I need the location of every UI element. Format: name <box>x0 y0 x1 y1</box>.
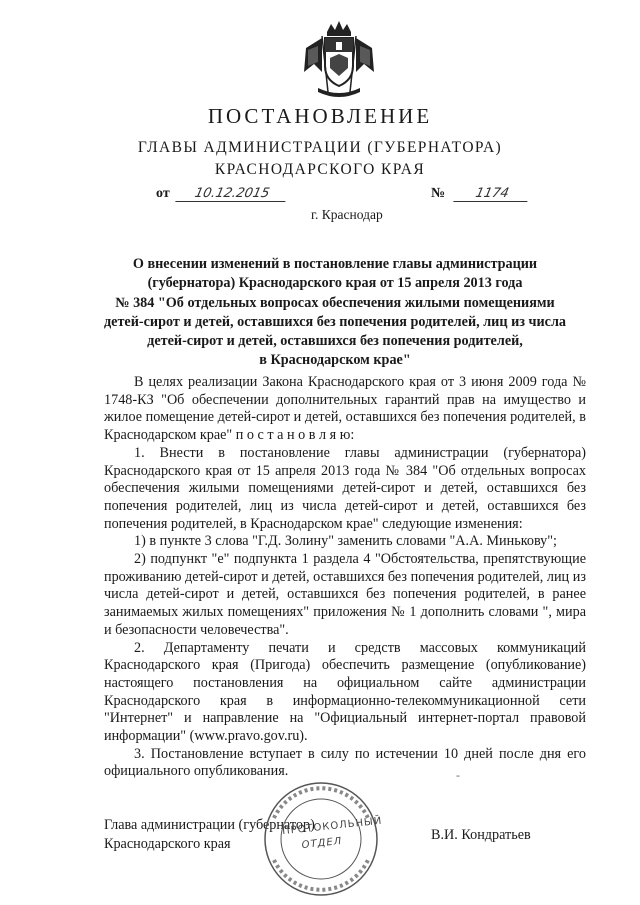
coat-of-arms-icon <box>300 18 378 104</box>
document-body <box>104 374 586 781</box>
item-1-1-paragraph: 1) в пункте 3 слова "Г.Д. Золину" заменить словами "А.А. Минькову"; <box>134 533 558 550</box>
title-line: в Краснодарском крае" <box>259 352 411 369</box>
preamble-paragraph: В целях реализации Закона Краснодарского края от 3 июня 2009 года № 1748-КЗ "Об обеспечении дополнительных гарантий прав на имущество и жилое помещение детей-сирот и детей, оставшихся без попечения родителей, в Краснодарском крае" п о с т а н о в л я ю: <box>104 374 586 444</box>
handwritten-number: 1174 <box>453 186 530 202</box>
document-type-heading: ПОСТАНОВЛЕНИЕ <box>207 104 433 128</box>
item-2-paragraph: 2. Департаменту печати и средств массовых коммуникаций Краснодарского края (Пригода) обеспечить размещение (опубликование) настоящего постановления на официальном сайте администрации Краснодарского края в информационно-телекоммуникационной сети "Интернет" и направление на "Официальный интернет-портал правовой информации" (www.pravo.gov.ru). <box>104 639 586 745</box>
signatory-name: В.И. Кондратьев <box>431 827 531 843</box>
number-label: № <box>431 186 446 201</box>
date-line <box>156 186 287 202</box>
position-line-2: Краснодарского края <box>104 836 231 852</box>
title-line: детей-сирот и детей, оставшихся без попечения родителей, <box>147 333 523 350</box>
number-line <box>431 186 529 202</box>
title-line: О внесении изменений в постановление главы администрации <box>132 256 538 272</box>
issuing-authority <box>0 137 640 181</box>
title-line: № 384 "Об отдельных вопросах обеспечения жилыми помещениями <box>115 294 555 311</box>
pencil-mark: - <box>456 768 460 782</box>
stamp-line-2: ОТДЕЛ <box>301 835 343 852</box>
protocol-department-stamp <box>260 778 382 900</box>
item-1-2-paragraph: 2) подпункт "е" подпункта 1 раздела 4 "Обстоятельства, препятствующие проживанию детей-сирот и детей, оставшихся без попечения родителей, лиц из числа детей-сирот и детей, оставшихся без попечения родителей, в ранее занимаемых жилых помещениях" приложения № 1 дополнить словами ", мира и безопасности человечества". <box>104 551 586 638</box>
item-3-paragraph: 3. Постановление вступает в силу по истечении 10 дней после дня его официального опубликования. <box>104 745 586 780</box>
authority-line-1: ГЛАВЫ АДМИНИСТРАЦИИ (ГУБЕРНАТОРА) <box>137 139 503 156</box>
authority-line-2: КРАСНОДАРСКОГО КРАЯ <box>214 161 426 178</box>
document-title <box>90 255 580 371</box>
date-label: от <box>156 186 170 201</box>
title-line: детей-сирот и детей, оставшихся без попечения родителей, лиц из числа <box>103 313 567 330</box>
item-1-paragraph: 1. Внести в постановление главы администрации (губернатора) Краснодарского края от 15 апреля 2013 года № 384 "Об отдельных вопросах обеспечения жилыми помещениями детей-сирот и детей, оставшихся без попечения родителей, лиц из числа детей-сирот и детей, оставшихся без попечения родителей, в Краснодарском крае" следующие изменения: <box>104 444 586 532</box>
stamp-line-1: ПРОТОКОЛЬНЫЙ <box>281 815 383 838</box>
position-line-1: Глава администрации (губернатор) <box>104 817 315 833</box>
title-line: (губернатора) Краснодарского края от 15 апреля 2013 года <box>147 275 523 292</box>
handwritten-date: 10.12.2015 <box>176 186 289 202</box>
city: г. Краснодар <box>311 207 383 222</box>
